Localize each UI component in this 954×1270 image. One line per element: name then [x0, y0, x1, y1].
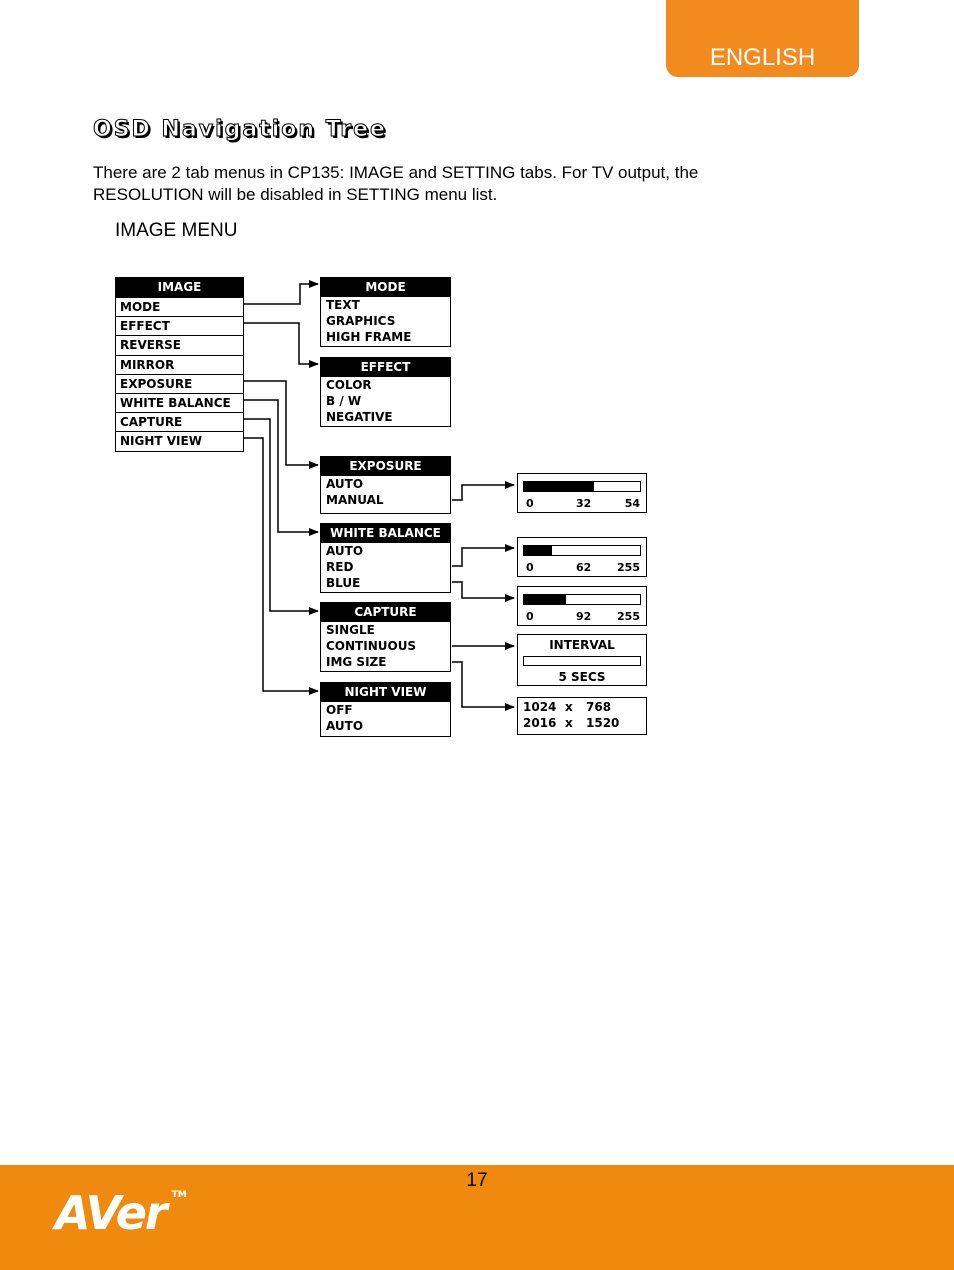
red-slider-min: 0 [526, 561, 534, 574]
exposure-slider-value: 32 [576, 497, 592, 510]
connector-img-size [452, 662, 514, 707]
red-slider-fill [524, 546, 552, 555]
effect-submenu-header: EFFECT [321, 358, 450, 377]
connector-mode [244, 284, 318, 304]
page-number: 17 [466, 1170, 488, 1191]
effect-option-color: COLOR [326, 378, 372, 392]
exposure-slider-min: 0 [526, 497, 534, 510]
menu-item-capture: CAPTURE [116, 412, 243, 431]
blue-slider [517, 586, 647, 626]
image-main-menu [115, 277, 244, 452]
interval-value: 5 SECS [558, 670, 606, 684]
white-balance-submenu-header: WHITE BALANCE [321, 524, 450, 543]
intro-paragraph: There are 2 tab menus in CP135: IMAGE and SETTING tabs. For TV output, the RESOLUTION will be disabled in SETTING menu list. [93, 163, 699, 204]
menu-item-reverse: REVERSE [116, 335, 243, 354]
white-balance-submenu [320, 523, 451, 593]
menu-item-mirror: MIRROR [116, 355, 243, 374]
mode-option-high-frame: HIGH FRAME [326, 330, 412, 344]
night-view-option-off: OFF [326, 703, 353, 717]
exposure-submenu [320, 456, 451, 514]
effect-option-negative: NEGATIVE [326, 410, 393, 424]
exposure-submenu-header: EXPOSURE [321, 457, 450, 476]
connector-white-balance [244, 400, 318, 532]
night-view-submenu [320, 682, 451, 737]
menu-item-exposure: EXPOSURE [116, 374, 243, 393]
exposure-slider [517, 473, 647, 513]
capture-option-single: SINGLE [326, 623, 375, 637]
blue-slider-value: 92 [576, 610, 592, 623]
white-balance-option-red: RED [326, 560, 354, 574]
red-slider-track [523, 545, 641, 556]
capture-option-img-size: IMG SIZE [326, 655, 387, 669]
menu-item-effect: EFFECT [116, 316, 243, 335]
image-menu-heading: IMAGE MENU [115, 220, 238, 241]
image-menu-header: IMAGE [116, 278, 243, 297]
connector-blue-slider [452, 582, 514, 598]
white-balance-option-blue: BLUE [326, 576, 361, 590]
night-view-submenu-header: NIGHT VIEW [321, 683, 450, 702]
img-size-height: 1520 [586, 716, 620, 730]
blue-slider-max: 255 [617, 610, 640, 623]
exposure-option-auto: AUTO [326, 477, 364, 491]
img-size-x: x [565, 700, 573, 714]
connector-exposure [244, 381, 318, 465]
connector-exposure-slider [452, 485, 514, 500]
language-tab: ENGLISH [666, 0, 859, 77]
connector-red-slider [452, 548, 514, 566]
blue-slider-fill [524, 595, 566, 604]
exposure-slider-max: 54 [624, 497, 640, 510]
exposure-slider-track [523, 481, 641, 492]
red-slider [517, 537, 647, 577]
blue-slider-min: 0 [526, 610, 534, 623]
img-size-height: 768 [586, 700, 612, 714]
img-size-width: 1024 [523, 700, 557, 714]
img-size-panel [517, 697, 647, 735]
effect-option-bw: B / W [326, 394, 362, 408]
interval-bar [523, 656, 641, 666]
page-title: OSD Navigation Tree [93, 117, 387, 142]
menu-item-white-balance: WHITE BALANCE [116, 393, 243, 412]
mode-submenu-header: MODE [321, 278, 450, 297]
connector-effect [244, 323, 318, 364]
mode-option-graphics: GRAPHICS [326, 314, 396, 328]
aver-logo: AVer ™ [55, 1186, 187, 1240]
night-view-option-auto: AUTO [326, 719, 364, 733]
blue-slider-track [523, 594, 641, 605]
white-balance-option-auto: AUTO [326, 544, 364, 558]
menu-item-night-view: NIGHT VIEW [116, 431, 243, 450]
connector-night-view [244, 438, 318, 691]
exposure-slider-fill [524, 482, 594, 491]
connector-capture [244, 419, 318, 611]
img-size-width: 2016 [523, 716, 557, 730]
interval-title: INTERVAL [549, 638, 615, 652]
interval-panel [517, 634, 647, 686]
effect-submenu [320, 357, 451, 427]
menu-item-mode: MODE [116, 297, 243, 316]
exposure-option-manual: MANUAL [326, 493, 384, 507]
mode-option-text: TEXT [326, 298, 360, 312]
red-slider-max: 255 [617, 561, 640, 574]
red-slider-value: 62 [576, 561, 592, 574]
capture-submenu [320, 602, 451, 672]
capture-option-continuous: CONTINUOUS [326, 639, 417, 653]
mode-submenu [320, 277, 451, 347]
capture-submenu-header: CAPTURE [321, 603, 450, 622]
img-size-x: x [565, 716, 573, 730]
